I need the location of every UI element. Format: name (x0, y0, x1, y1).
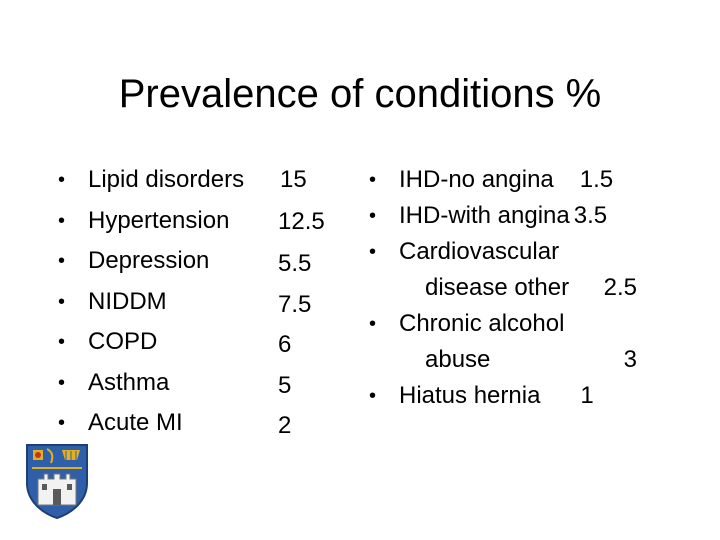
condition-continuation (399, 342, 637, 378)
condition-value: 2 (278, 412, 292, 439)
condition-label-line2: disease other (425, 274, 570, 301)
condition-label: Chronic alcohol (399, 310, 565, 337)
condition-label: IHD-with angina (399, 202, 570, 229)
condition-value: 1.5 (579, 166, 614, 193)
slide-title: Prevalence of conditions % (118, 72, 602, 116)
condition-value: 7.5 (278, 290, 312, 318)
condition-label-line2: abuse (425, 346, 491, 373)
condition-value: 5.5 (278, 250, 312, 277)
condition-value: 6 (278, 331, 292, 358)
condition-label: Hiatus hernia (399, 382, 541, 409)
condition-label: Lipid disorders (88, 166, 245, 193)
condition-label: Hypertension (88, 206, 230, 234)
list-item (399, 306, 637, 378)
condition-value: 1 (580, 382, 594, 409)
right-conditions-list (399, 162, 637, 414)
list-item (399, 234, 637, 306)
condition-continuation (399, 270, 637, 306)
condition-label: COPD (88, 328, 158, 355)
condition-value: 3.5 (573, 202, 608, 229)
condition-value: 3 (623, 346, 637, 373)
condition-label: Cardiovascular (399, 238, 560, 265)
list-item (399, 162, 637, 198)
condition-label: Asthma (88, 368, 170, 396)
condition-value: 12.5 (278, 207, 325, 235)
university-crest-logo (24, 443, 90, 519)
condition-label: IHD-no angina (399, 166, 554, 193)
list-item (399, 378, 637, 414)
condition-value: 2.5 (603, 274, 637, 301)
list-item (399, 198, 637, 234)
condition-label: NIDDM (88, 287, 167, 315)
condition-label: Depression (88, 247, 210, 274)
condition-value: 15 (280, 166, 307, 193)
condition-value: 5 (278, 371, 292, 399)
condition-label: Acute MI (88, 409, 183, 436)
